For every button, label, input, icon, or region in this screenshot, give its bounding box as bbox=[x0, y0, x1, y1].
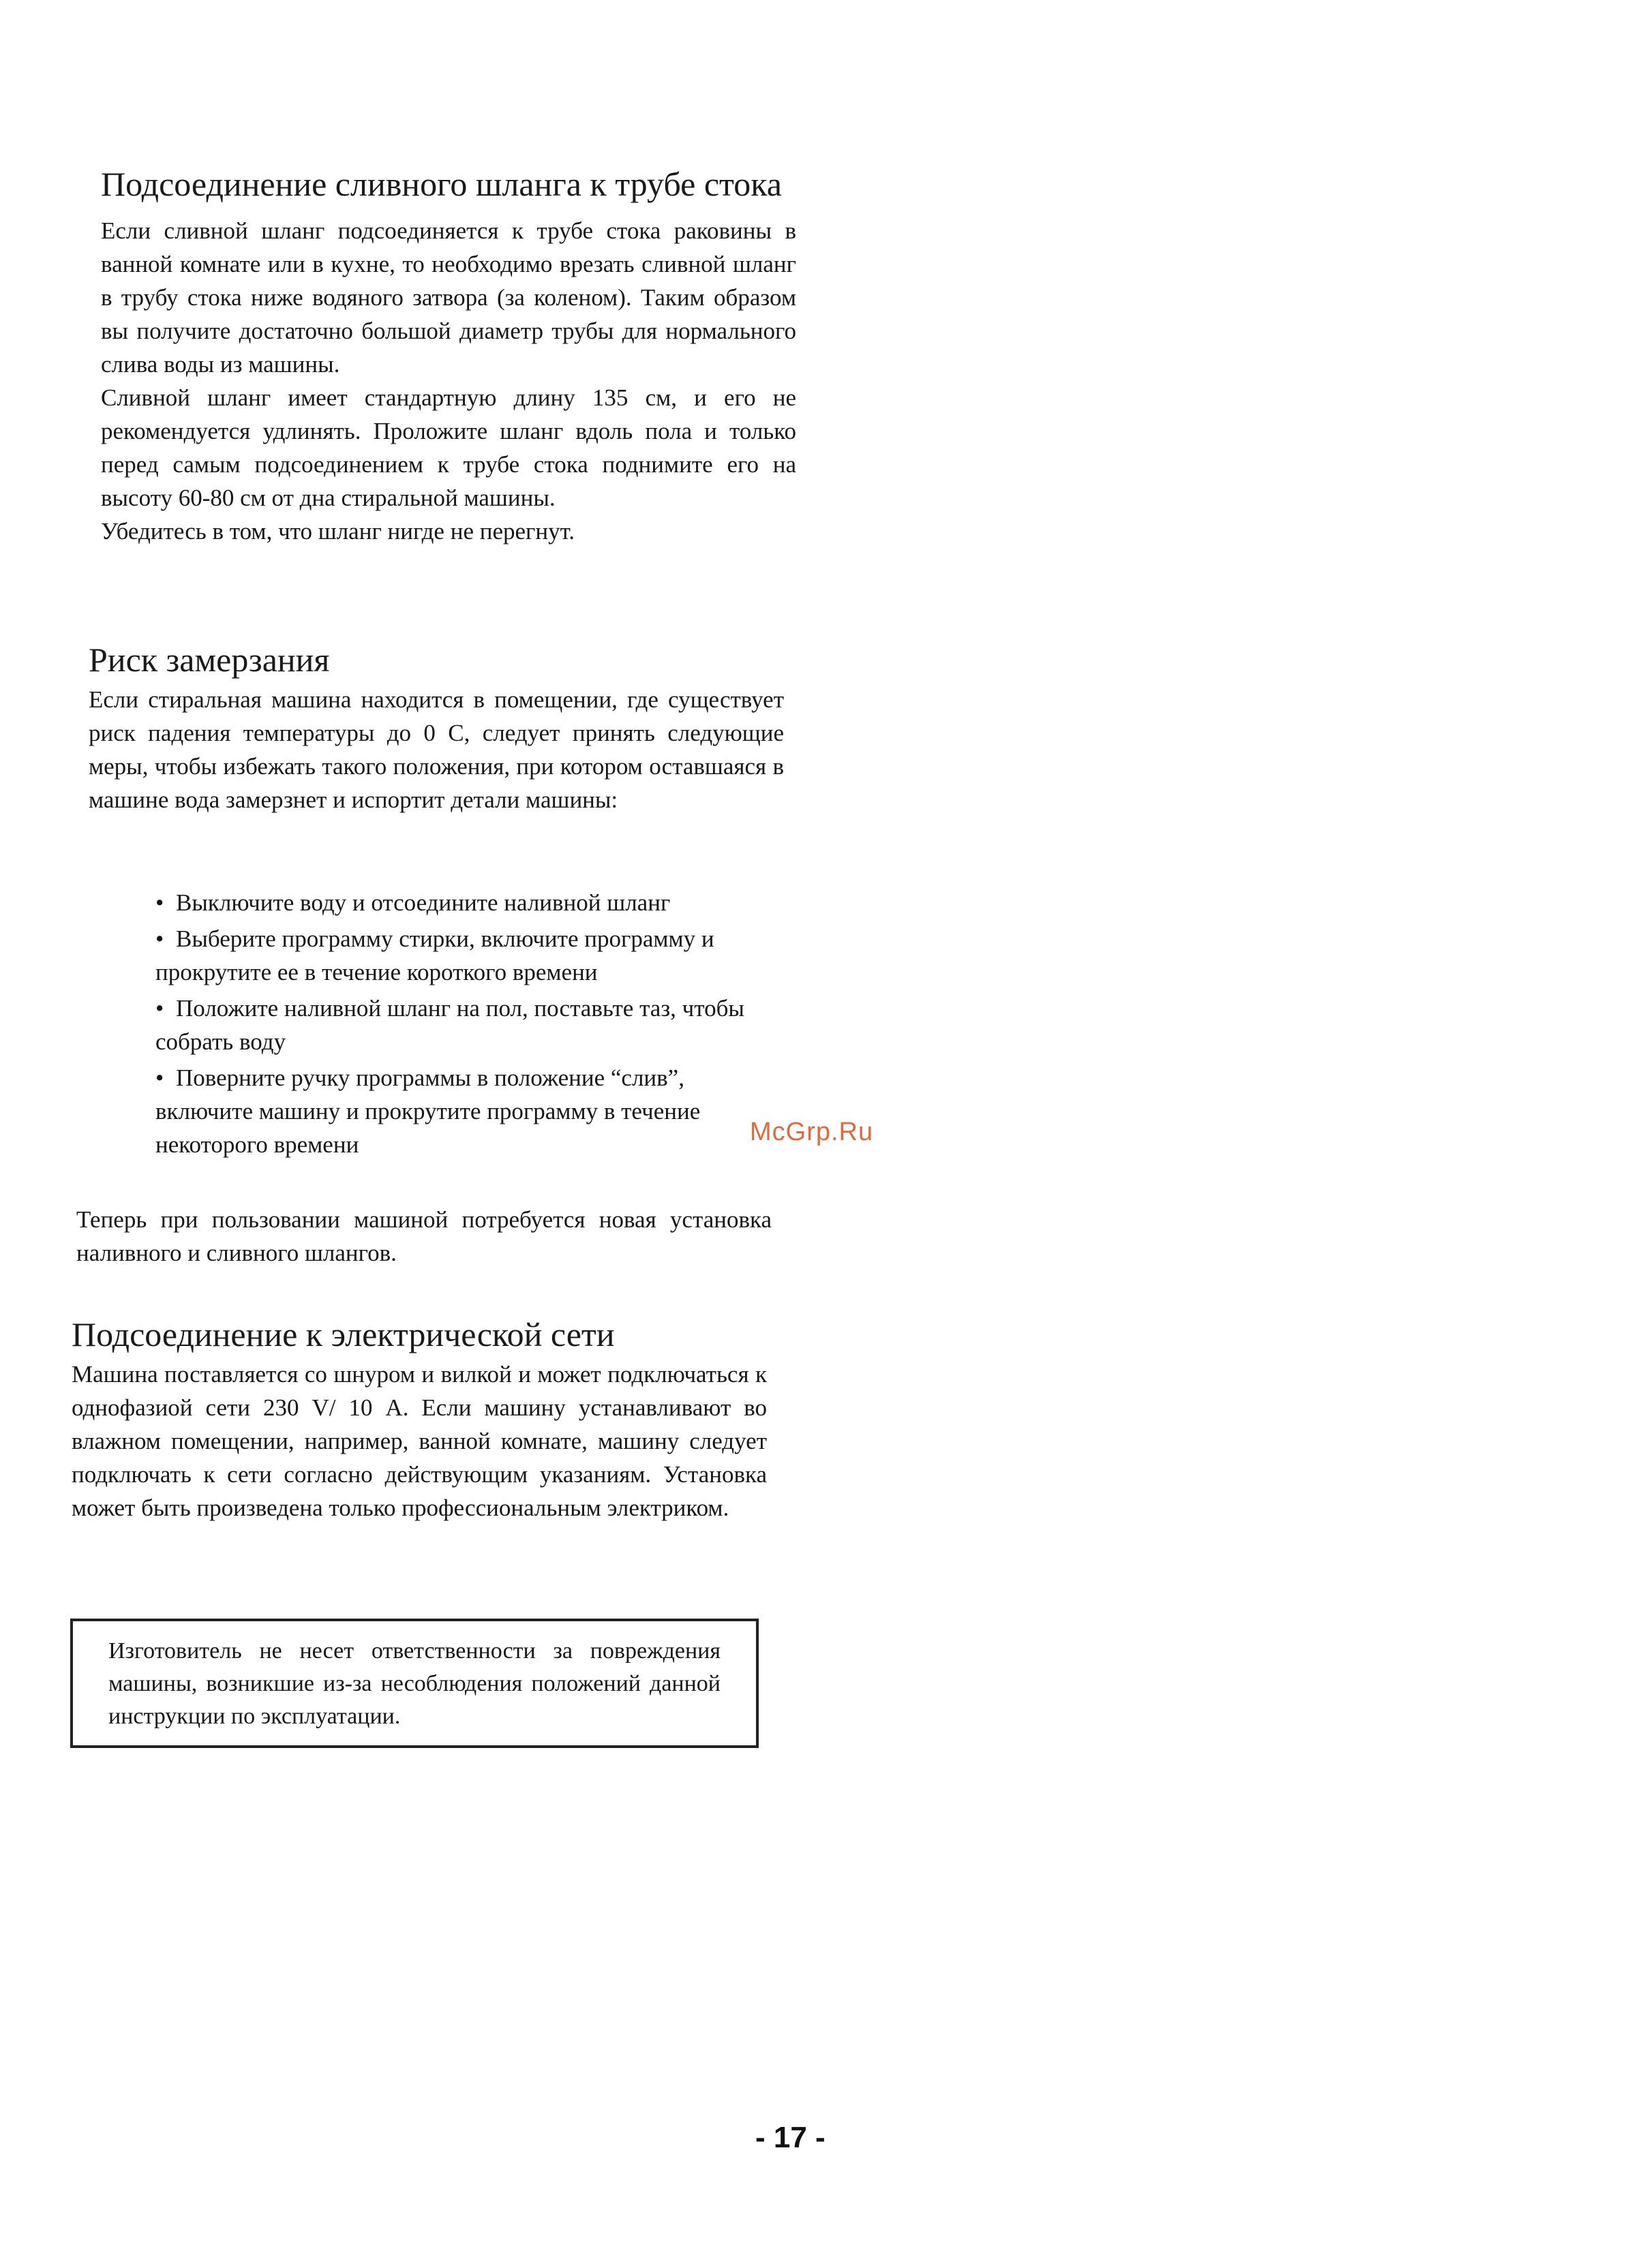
list-item-text: Поверните ручку программы в положение “слив”, включите машину и прокрутите программу в течение некоторого времени bbox=[155, 1064, 701, 1158]
paragraph: Если сливной шланг подсоединяется к трубе стока раковины в ванной комнате или в кухне, то необходимо врезать сливной шланг в трубу стока ниже водяного затвора (за коленом). Таким образом вы получите достаточно большой диаметр трубы для нормального слива воды из машины. bbox=[101, 217, 796, 378]
section-drain-hose bbox=[101, 164, 796, 548]
paragraph: Сливной шланг имеет стандартную длину 135 см, и его не рекомендуется удлинять. Проложите шланг вдоль пола и только перед самым подсоединением к трубе стока поднимите его на высоту 60-80 см от дна стиральной машины. bbox=[101, 384, 796, 511]
list-item-text: Положите наливной шланг на пол, поставьте таз, чтобы собрать воду bbox=[155, 995, 744, 1055]
list-item: • Выберите программу стирки, включите программу и прокрутите ее в течение короткого времени bbox=[155, 925, 714, 985]
hose-note bbox=[76, 1203, 772, 1270]
paragraph: Убедитесь в том, что шланг нигде не перегнут. bbox=[101, 518, 575, 545]
list-item-text: Выключите воду и отсоедините наливной шланг bbox=[176, 889, 671, 916]
paragraph: Теперь при пользовании машиной потребуется новая установка наливного и сливного шлангов. bbox=[76, 1206, 772, 1266]
section-title-drain-hose: Подсоединение сливного шланга к трубе стока bbox=[101, 165, 782, 203]
list-item-text: Выберите программу стирки, включите программу и прокрутите ее в течение короткого времени bbox=[155, 925, 714, 985]
section-title-electrical: Подсоединение к электрической сети bbox=[72, 1315, 615, 1353]
list-item: • Положите наливной шланг на пол, поставьте таз, чтобы собрать воду bbox=[155, 995, 744, 1055]
section-freezing-risk bbox=[89, 639, 784, 816]
watermark: McGrp.Ru bbox=[750, 1118, 874, 1146]
paragraph: Если стиральная машина находится в помещении, где существует риск падения температуры до 0 С, следует принять следующие меры, чтобы избежать такого положения, при котором оставшаяся в машине вода замерзнет и испортит детали машины: bbox=[89, 686, 784, 813]
section-title-freezing-risk: Риск замерзания bbox=[89, 641, 330, 679]
list-item: • Поверните ручку программы в положение “слив”, включите машину и прокрутите программу в течение некоторого времени bbox=[155, 1064, 701, 1158]
paragraph: Машина поставляется со шнуром и вилкой и может подключаться к однофазиой сети 230 V/ 10 А. Если машину устанавливают во влажном помещении, например, ванной комнате, машину следует подключать к сети согласно действующим указаниям. Установка может быть произведена только профессиональным электриком. bbox=[72, 1361, 767, 1521]
liability-notice-box bbox=[70, 1619, 759, 1748]
page-number: - 17 - bbox=[755, 2121, 826, 2154]
list-item: • Выключите воду и отсоедините наливной шланг bbox=[155, 889, 671, 916]
liability-notice-text: Изготовитель не несет ответственности за повреждения машины, возникшие из-за несоблюдения положений данной инструкции по эксплуатации. bbox=[108, 1638, 721, 1729]
bullet-list bbox=[155, 886, 769, 1164]
section-electrical bbox=[72, 1314, 767, 1524]
